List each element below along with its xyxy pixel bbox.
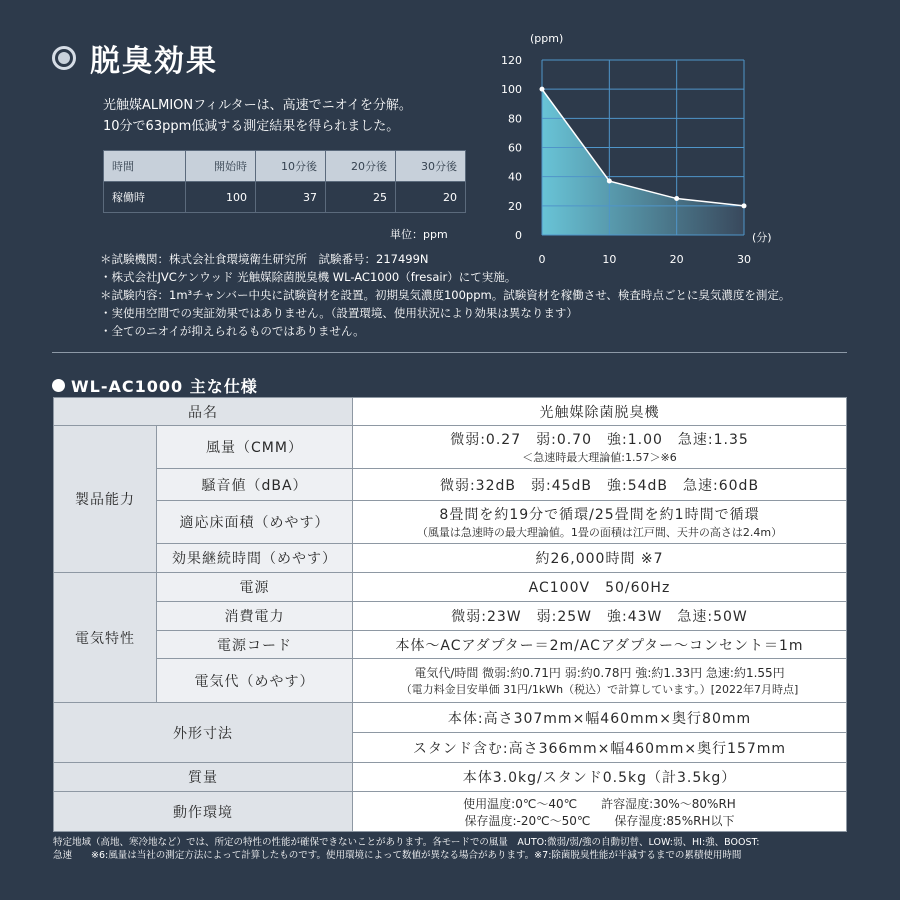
- unit-label: 単位：ppm: [390, 228, 448, 241]
- table-header-cell: 30分後: [396, 151, 466, 182]
- spec-value-area: [352, 500, 847, 544]
- area-value-text: 8畳間を約19分で循環/25畳間を約1時間で循環: [439, 507, 760, 523]
- section-title-text: 脱臭効果: [90, 44, 218, 79]
- chart-y-axis-label: (ppm): [530, 32, 564, 45]
- divider: [52, 352, 847, 353]
- intro-line: 光触媒ALMIONフィルターは、高速でニオイを分解。: [103, 98, 412, 113]
- note-line: ・株式会社JVCケンウッド 光触媒除菌脱臭機 WL-AC1000（fresair）にて実施。: [100, 270, 517, 284]
- spec-value-duration: 約26,000時間 ※7: [352, 543, 847, 573]
- spec-title: [52, 374, 258, 397]
- spec-value-name: 光触媒除菌脱臭機: [352, 397, 847, 426]
- env-value-text: 保存温度:-20℃〜50℃ 保存湿度:85%RH以下: [464, 813, 735, 828]
- chart-x-tick-label: 10: [602, 253, 617, 266]
- chart-data-point: [540, 87, 545, 92]
- intro-text: [103, 95, 412, 137]
- chart-x-tick-label: 20: [669, 253, 684, 266]
- chart-y-tick-label: 20: [508, 199, 522, 213]
- chart-data-point: [607, 179, 612, 184]
- footnote-line: 急速 ※6:風量は当社の測定方法によって計算したものです。使用環境によって数値が異なる場合があります。※7:除菌脱臭性能が半減するまでの累積使用時間: [53, 850, 742, 861]
- spec-label-consumption: 消費電力: [156, 601, 353, 631]
- table-cell: 100: [186, 182, 256, 213]
- table-header-cell: 開始時: [186, 151, 256, 182]
- chart-y-tick-label: 80: [508, 112, 522, 126]
- section-title: [52, 36, 218, 80]
- note-line: ・全てのニオイが抑えられるものではありません。: [100, 324, 365, 338]
- table-header-cell: 20分後: [326, 151, 396, 182]
- result-table: [103, 150, 466, 213]
- table-header-row: [104, 151, 466, 182]
- spec-label-power: 電源: [156, 572, 353, 602]
- spec-category-electrical: 電気特性: [53, 572, 157, 703]
- spec-label-cord: 電源コード: [156, 630, 353, 659]
- spec-value-cord: 本体〜ACアダプター＝2m/ACアダプター〜コンセント＝1m: [352, 630, 847, 659]
- chart-data-point: [674, 196, 679, 201]
- intro-line: 10分で63ppm低減する測定結果を得られました。: [103, 119, 400, 134]
- env-value-text: 使用温度:0℃〜40℃ 許容湿度:30%〜80%RH: [463, 796, 736, 811]
- spec-label-dimensions: 外形寸法: [53, 702, 353, 763]
- chart-y-tick-label: 120: [501, 54, 522, 67]
- footnote: [53, 836, 853, 862]
- spec-title-text: WL-AC1000 主な仕様: [71, 377, 258, 396]
- spec-label-weight: 質量: [53, 762, 353, 792]
- spec-value-dimensions-stand: スタンド含む:高さ366mm×幅460mm×奥行157mm: [352, 732, 847, 763]
- notes: [100, 250, 790, 340]
- spec-value-consumption: 微弱:23W 弱:25W 強:43W 急速:50W: [352, 601, 847, 631]
- chart-y-tick-label: 100: [501, 83, 522, 97]
- spec-value-power: AC100V 50/60Hz: [352, 572, 847, 602]
- table-row: [104, 182, 466, 213]
- spec-value-noise: 微弱:32dB 弱:45dB 強:54dB 急速:60dB: [352, 468, 847, 501]
- spec-label-cost: 電気代（めやす）: [156, 658, 353, 703]
- table-cell: 20: [396, 182, 466, 213]
- table-cell: 稼働時: [104, 182, 186, 213]
- table-header-cell: 10分後: [256, 151, 326, 182]
- chart-y-tick-label: 60: [508, 141, 522, 155]
- spec-label-environment: 動作環境: [53, 791, 353, 832]
- cost-value-text: 電気代/時間 微弱:約0.71円 弱:約0.78円 強:約1.33円 急速:約1.55円: [414, 666, 785, 680]
- area-sub-text: （風量は急速時の最大理論値。1畳の面積は江戸間、天井の高さは2.4m）: [416, 526, 783, 539]
- spec-label-noise: 騒音値（dBA）: [156, 468, 353, 501]
- spec-value-dimensions-body: 本体:高さ307mm×幅460mm×奥行80mm: [352, 702, 847, 733]
- chart-x-axis-label: (分): [752, 231, 772, 244]
- chart-x-tick-label: 0: [538, 253, 546, 266]
- spec-value-environment: [352, 791, 847, 832]
- spec-category-performance: 製品能力: [53, 425, 157, 573]
- chart-x-tick-label: 30: [737, 253, 751, 266]
- table-header-cell: 時間: [104, 151, 186, 182]
- airflow-sub-text: ＜急速時最大理論値:1.57＞※6: [522, 451, 677, 464]
- table-cell: 25: [326, 182, 396, 213]
- cost-sub-text: （電力料金目安単価 31円/1kWh（税込）で計算しています。）[2022年7月時点]: [400, 683, 799, 696]
- odor-reduction-chart: [495, 25, 795, 266]
- note-line: ・実使用空間での実証効果ではありません。（設置環境、使用状況により効果は異なります）: [100, 306, 578, 320]
- chart-data-point: [742, 203, 747, 208]
- airflow-value-text: 微弱:0.27 弱:0.70 強:1.00 急速:1.35: [450, 432, 749, 448]
- chart-y-tick-label: 40: [508, 170, 522, 184]
- chart-area-fill: [542, 89, 744, 235]
- table-cell: 37: [256, 182, 326, 213]
- footnote-line: 特定地域（高地、寒冷地など）では、所定の特性の性能が確保できないことがあります。各モードでの風量 AUTO:微弱/弱/強の自動切替、LOW:弱、HI:強、BOOST:: [53, 837, 760, 848]
- note-line: ＊試験内容：1m³チャンバー中央に試験資材を設置。初期臭気濃度100ppm。試験資材を稼働させ、検査時点ごとに臭気濃度を測定。: [100, 288, 791, 302]
- spec-label-duration: 効果継続時間（めやす）: [156, 543, 353, 573]
- spec-label-name: 品名: [53, 397, 353, 426]
- note-line: ＊試験機関：株式会社食環境衛生研究所 試験番号：217499N: [100, 252, 429, 266]
- spec-value-airflow: [352, 425, 847, 469]
- spec-table: [53, 397, 847, 832]
- dot-bullet-icon: [52, 379, 65, 392]
- spec-label-airflow: 風量（CMM）: [156, 425, 353, 469]
- spec-label-area: 適応床面積（めやす）: [156, 500, 353, 544]
- spec-value-cost: [352, 658, 847, 703]
- chart-y-tick-label: 0: [515, 229, 522, 242]
- circle-bullet-icon: [52, 46, 76, 70]
- spec-value-weight: 本体3.0kg/スタンド0.5kg（計3.5kg）: [352, 762, 847, 792]
